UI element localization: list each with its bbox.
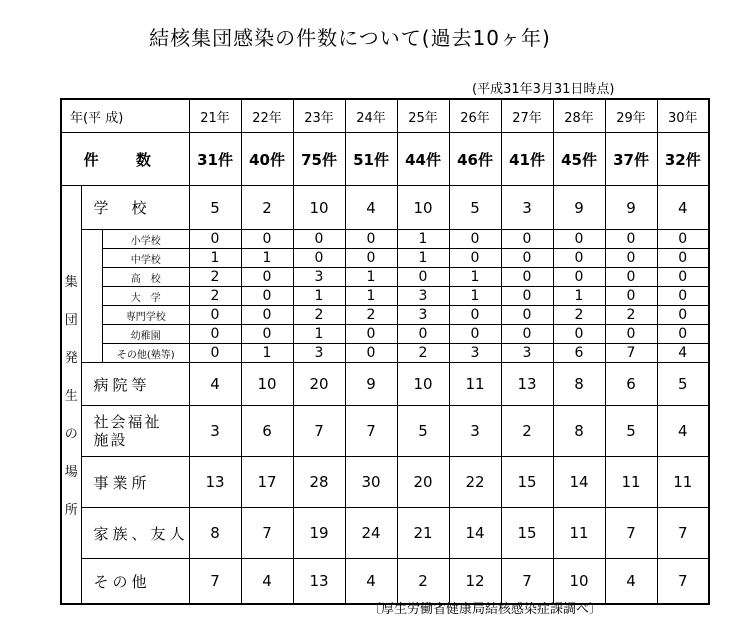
value-cell: 1	[241, 344, 293, 363]
side-label-char: 場	[64, 464, 78, 480]
value-cell: 1	[449, 287, 501, 306]
value-cell: 22	[449, 457, 501, 508]
count-row	[61, 133, 709, 186]
side-label-char: 生	[64, 388, 78, 404]
value-cell: 0	[449, 249, 501, 268]
value-cell: 0	[501, 306, 553, 325]
table-row	[61, 325, 709, 344]
value-cell: 3	[397, 287, 449, 306]
value-cell: 15	[501, 508, 553, 559]
count-cell: 37件	[605, 133, 657, 186]
value-cell: 0	[345, 344, 397, 363]
value-cell: 4	[657, 406, 709, 457]
row-label: 事業所	[81, 457, 189, 508]
value-cell: 20	[293, 363, 345, 406]
side-label	[61, 186, 81, 605]
value-cell: 17	[241, 457, 293, 508]
year-cell: 22年	[241, 99, 293, 133]
year-cell: 30年	[657, 99, 709, 133]
value-cell: 1	[241, 249, 293, 268]
value-cell: 1	[293, 325, 345, 344]
value-cell: 0	[241, 325, 293, 344]
table-row	[61, 249, 709, 268]
row-label: 学 校	[81, 186, 189, 230]
count-cell: 46件	[449, 133, 501, 186]
value-cell: 4	[345, 559, 397, 605]
value-cell: 7	[657, 559, 709, 605]
value-cell: 2	[605, 306, 657, 325]
value-cell: 0	[501, 268, 553, 287]
row-label: 病院等	[81, 363, 189, 406]
value-cell: 24	[345, 508, 397, 559]
table-row	[61, 406, 709, 457]
row-label: 幼稚園	[103, 325, 189, 344]
value-cell: 21	[397, 508, 449, 559]
value-cell: 7	[501, 559, 553, 605]
value-cell: 4	[657, 186, 709, 230]
row-label: 専門学校	[103, 306, 189, 325]
side-label-char: の	[64, 426, 78, 442]
value-cell: 3	[501, 344, 553, 363]
value-cell: 7	[345, 406, 397, 457]
count-cell: 32件	[657, 133, 709, 186]
value-cell: 8	[189, 508, 241, 559]
value-cell: 0	[605, 268, 657, 287]
value-cell: 3	[449, 406, 501, 457]
count-cell: 45件	[553, 133, 605, 186]
value-cell: 9	[605, 186, 657, 230]
value-cell: 11	[657, 457, 709, 508]
indent-cell	[81, 230, 103, 363]
value-cell: 10	[397, 363, 449, 406]
value-cell: 0	[189, 325, 241, 344]
value-cell: 5	[397, 406, 449, 457]
value-cell: 9	[553, 186, 605, 230]
value-cell: 0	[657, 268, 709, 287]
value-cell: 0	[293, 249, 345, 268]
value-cell: 0	[501, 249, 553, 268]
value-cell: 0	[501, 230, 553, 249]
value-cell: 0	[189, 306, 241, 325]
value-cell: 0	[605, 325, 657, 344]
value-cell: 0	[501, 325, 553, 344]
value-cell: 2	[241, 186, 293, 230]
value-cell: 11	[605, 457, 657, 508]
value-cell: 3	[449, 344, 501, 363]
value-cell: 1	[345, 287, 397, 306]
value-cell: 2	[189, 268, 241, 287]
value-cell: 6	[605, 363, 657, 406]
value-cell: 5	[189, 186, 241, 230]
value-cell: 20	[397, 457, 449, 508]
value-cell: 4	[345, 186, 397, 230]
value-cell: 2	[397, 559, 449, 605]
count-cell: 51件	[345, 133, 397, 186]
year-cell: 27年	[501, 99, 553, 133]
value-cell: 2	[189, 287, 241, 306]
year-header-row	[61, 99, 709, 133]
value-cell: 0	[397, 325, 449, 344]
value-cell: 1	[397, 249, 449, 268]
value-cell: 0	[657, 287, 709, 306]
row-label: 小学校	[103, 230, 189, 249]
value-cell: 1	[397, 230, 449, 249]
value-cell: 1	[449, 268, 501, 287]
table-row	[61, 457, 709, 508]
value-cell: 0	[345, 230, 397, 249]
value-cell: 0	[449, 306, 501, 325]
table-row	[61, 186, 709, 230]
value-cell: 7	[241, 508, 293, 559]
value-cell: 0	[241, 306, 293, 325]
as-of-date: (平成31年3月31日時点)	[472, 82, 615, 97]
value-cell: 1	[553, 287, 605, 306]
value-cell: 4	[605, 559, 657, 605]
value-cell: 7	[189, 559, 241, 605]
value-cell: 7	[605, 344, 657, 363]
value-cell: 0	[345, 249, 397, 268]
value-cell: 8	[553, 406, 605, 457]
value-cell: 0	[553, 268, 605, 287]
page-title: 結核集団感染の件数について(過去10ヶ年)	[149, 26, 551, 50]
table-row	[61, 287, 709, 306]
value-cell: 3	[293, 344, 345, 363]
row-label: その他(塾等)	[103, 344, 189, 363]
value-cell: 15	[501, 457, 553, 508]
value-cell: 0	[241, 287, 293, 306]
value-cell: 0	[345, 325, 397, 344]
value-cell: 2	[553, 306, 605, 325]
table-row	[61, 230, 709, 249]
value-cell: 0	[241, 268, 293, 287]
value-cell: 19	[293, 508, 345, 559]
year-cell: 28年	[553, 99, 605, 133]
value-cell: 9	[345, 363, 397, 406]
value-cell: 5	[605, 406, 657, 457]
value-cell: 13	[293, 559, 345, 605]
value-cell: 0	[657, 325, 709, 344]
value-cell: 3	[189, 406, 241, 457]
value-cell: 3	[293, 268, 345, 287]
value-cell: 0	[189, 230, 241, 249]
side-label-char: 所	[64, 502, 78, 518]
count-cell: 40件	[241, 133, 293, 186]
value-cell: 4	[657, 344, 709, 363]
row-label: 高 校	[103, 268, 189, 287]
year-cell: 24年	[345, 99, 397, 133]
value-cell: 1	[189, 249, 241, 268]
value-cell: 0	[397, 268, 449, 287]
value-cell: 0	[553, 325, 605, 344]
value-cell: 14	[553, 457, 605, 508]
value-cell: 0	[241, 230, 293, 249]
value-cell: 0	[657, 230, 709, 249]
count-label: 件 数	[61, 133, 189, 186]
value-cell: 2	[293, 306, 345, 325]
row-label: その他	[81, 559, 189, 605]
value-cell: 10	[397, 186, 449, 230]
value-cell: 0	[605, 230, 657, 249]
value-cell: 0	[449, 230, 501, 249]
value-cell: 11	[553, 508, 605, 559]
row-label: 社会福祉施設	[81, 406, 189, 457]
value-cell: 0	[293, 230, 345, 249]
value-cell: 10	[293, 186, 345, 230]
table-row	[61, 508, 709, 559]
side-label-char: 発	[64, 350, 78, 366]
tb-outbreak-table	[60, 98, 710, 605]
year-cell: 21年	[189, 99, 241, 133]
value-cell: 0	[605, 287, 657, 306]
value-cell: 30	[345, 457, 397, 508]
value-cell: 13	[189, 457, 241, 508]
row-label: 大 学	[103, 287, 189, 306]
table-row	[61, 344, 709, 363]
year-header-label: 年(平 成)	[61, 99, 189, 133]
year-cell: 25年	[397, 99, 449, 133]
value-cell: 10	[241, 363, 293, 406]
value-cell: 14	[449, 508, 501, 559]
value-cell: 7	[293, 406, 345, 457]
value-cell: 5	[657, 363, 709, 406]
count-cell: 31件	[189, 133, 241, 186]
value-cell: 5	[449, 186, 501, 230]
count-cell: 75件	[293, 133, 345, 186]
value-cell: 0	[605, 249, 657, 268]
value-cell: 2	[501, 406, 553, 457]
table-row	[61, 363, 709, 406]
value-cell: 0	[449, 325, 501, 344]
side-label-char: 団	[64, 312, 78, 328]
year-cell: 23年	[293, 99, 345, 133]
value-cell: 13	[501, 363, 553, 406]
value-cell: 0	[501, 287, 553, 306]
value-cell: 2	[345, 306, 397, 325]
value-cell: 28	[293, 457, 345, 508]
table-row	[61, 268, 709, 287]
value-cell: 3	[397, 306, 449, 325]
value-cell: 4	[241, 559, 293, 605]
value-cell: 0	[657, 306, 709, 325]
value-cell: 11	[449, 363, 501, 406]
count-cell: 41件	[501, 133, 553, 186]
value-cell: 6	[241, 406, 293, 457]
value-cell: 0	[657, 249, 709, 268]
value-cell: 0	[553, 230, 605, 249]
value-cell: 6	[553, 344, 605, 363]
value-cell: 7	[657, 508, 709, 559]
year-cell: 29年	[605, 99, 657, 133]
side-label-char: 集	[64, 274, 78, 290]
value-cell: 7	[605, 508, 657, 559]
value-cell: 3	[501, 186, 553, 230]
row-label: 中学校	[103, 249, 189, 268]
year-cell: 26年	[449, 99, 501, 133]
table-row	[61, 306, 709, 325]
value-cell: 12	[449, 559, 501, 605]
value-cell: 0	[553, 249, 605, 268]
count-cell: 44件	[397, 133, 449, 186]
value-cell: 1	[345, 268, 397, 287]
value-cell: 10	[553, 559, 605, 605]
value-cell: 0	[189, 344, 241, 363]
value-cell: 2	[397, 344, 449, 363]
row-label: 家族、友人	[81, 508, 189, 559]
value-cell: 4	[189, 363, 241, 406]
value-cell: 8	[553, 363, 605, 406]
value-cell: 1	[293, 287, 345, 306]
source-note: 〔厚生労働省健康局結核感染症課調べ〕	[368, 602, 603, 617]
